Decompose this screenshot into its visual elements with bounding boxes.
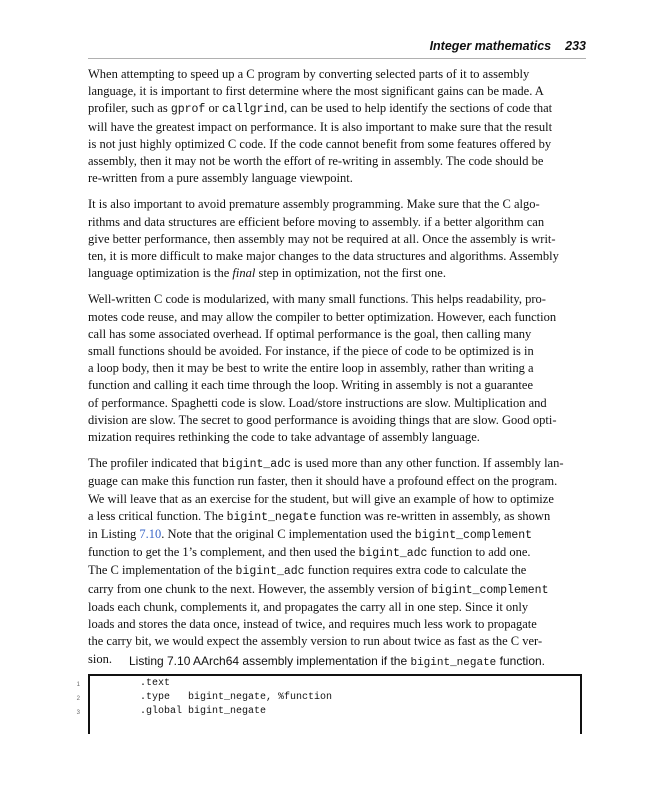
text-line: in Listing 7.10. Note that the original C implementation used the bigint_complement [88, 527, 533, 543]
listing-caption: Listing 7.10 AArch64 assembly implementation if the bigint_negate function. [128, 654, 545, 669]
paragraph-3 [88, 291, 588, 446]
emphasis: final [232, 266, 256, 281]
inline-code: bigint_adc [235, 565, 305, 579]
text-line: assembly, then it may not be worth the effort of re-writing in assembly. The code should be [88, 154, 544, 169]
text-line: language optimization is the final step in optimization, not the first one. [88, 266, 446, 281]
text-line: Well-written C code is modularized, with many small functions. This helps readability, pro- [88, 292, 546, 307]
text-line: function and calling it each time through the loop. Writing in assembly is not a guarantee [88, 378, 533, 393]
inline-code: bigint_complement [431, 583, 549, 597]
text-line: a loop body, then it may be best to write the entire loop in assembly, rather than writing a [88, 361, 534, 376]
line-number: 2 [76, 696, 80, 702]
text-line: ten, it is more difficult to make major changes to the data structures and algorithms. Assembly [88, 249, 559, 264]
text-line: language, it is important to first determine where the most significant gains can be made. A [88, 84, 544, 99]
text-line: is not just highly optimized C code. If the code cannot benefit from some features offered by [88, 136, 552, 151]
inline-code: bigint_negate [226, 510, 317, 524]
paragraph-4 [88, 455, 588, 667]
text-line: motes code reuse, and may allow the compiler to better optimization. However, each function [88, 309, 557, 324]
text-line: When attempting to speed up a C program by converting selected parts of it to assembly [88, 67, 530, 81]
paragraph-1 [88, 66, 588, 187]
text-line: It is also important to avoid premature assembly programming. Make sure that the C algo- [88, 197, 540, 212]
listing-link[interactable]: 7.10 [139, 527, 162, 542]
section-title: Integer mathematics [429, 39, 552, 53]
text-line: division are slow. The secret to good performance is avoiding things that are slow. Good opti- [88, 412, 557, 427]
code-line: .global bigint_negate [140, 706, 267, 717]
inline-code: gprof [170, 103, 206, 117]
paragraph-2 [88, 196, 588, 282]
inline-code: callgrind [222, 103, 285, 117]
running-header [88, 39, 586, 53]
text-line: re-written from a pure assembly language viewpoint. [88, 171, 353, 186]
text-line: loads each chunk, complements it, and propagates the carry all in one step. Since it only [88, 599, 529, 614]
code-line: .type bigint_negate, %function [140, 692, 333, 703]
header-rule [88, 58, 586, 59]
line-number: 3 [76, 710, 80, 716]
text-line: We will leave that as an exercise for the student, but will give an example of how to optimize [88, 491, 554, 506]
text-line: give better performance, then assembly may not be required at all. Once the assembly is writ- [88, 231, 556, 246]
text-line: the carry bit, we would expect the assembly version to run about twice as fast as the C ver- [88, 634, 543, 649]
text-line: guage can make this function run faster, then it should have a profound effect on the program. [88, 474, 558, 489]
text-line: small functions should be avoided. For instance, if the piece of code to be optimized is in [88, 344, 534, 359]
inline-code: bigint_adc [221, 458, 291, 472]
text-line: The C implementation of the bigint_adc function requires extra code to calculate the [88, 563, 527, 579]
text-line: carry from one chunk to the next. However, the assembly version of bigint_complement [88, 581, 549, 597]
text-line: will have the greatest impact on performance. It is also important to make sure that the result [88, 119, 553, 134]
code-line: .text [140, 678, 171, 689]
text-line: loads and stores the data once, instead of twice, and requires much less work to propagate [88, 617, 537, 632]
page-number: 233 [565, 39, 586, 53]
text-line: of performance. Spaghetti code is slow. Load/store instructions are slow. Multiplication and [88, 395, 547, 410]
text-line: profiler, such as gprof or callgrind, can be used to help identify the sections of code that [88, 101, 553, 117]
text-line: function to get the 1’s complement, and then used the bigint_adc function to add one. [88, 545, 531, 561]
inline-code: bigint_adc [358, 547, 428, 561]
text-line: The profiler indicated that bigint_adc is used more than any other function. If assembly lan- [88, 456, 564, 472]
text-line: rithms and data structures are efficient before moving to assembly. if a better algorithm can [88, 214, 545, 229]
body-text [88, 66, 588, 677]
text-line: call has some associated overhead. If optimal performance is the goal, then calling many [88, 326, 532, 341]
text-line: mization requires rethinking the code to take advantage of assembly language. [88, 430, 480, 445]
line-number: 1 [76, 682, 80, 688]
caption-code: bigint_negate [410, 657, 497, 669]
inline-code: bigint_complement [414, 529, 533, 543]
text-line: a less critical function. The bigint_negate function was re-written in assembly, as shown [88, 508, 551, 524]
text-line: sion. [88, 651, 112, 666]
